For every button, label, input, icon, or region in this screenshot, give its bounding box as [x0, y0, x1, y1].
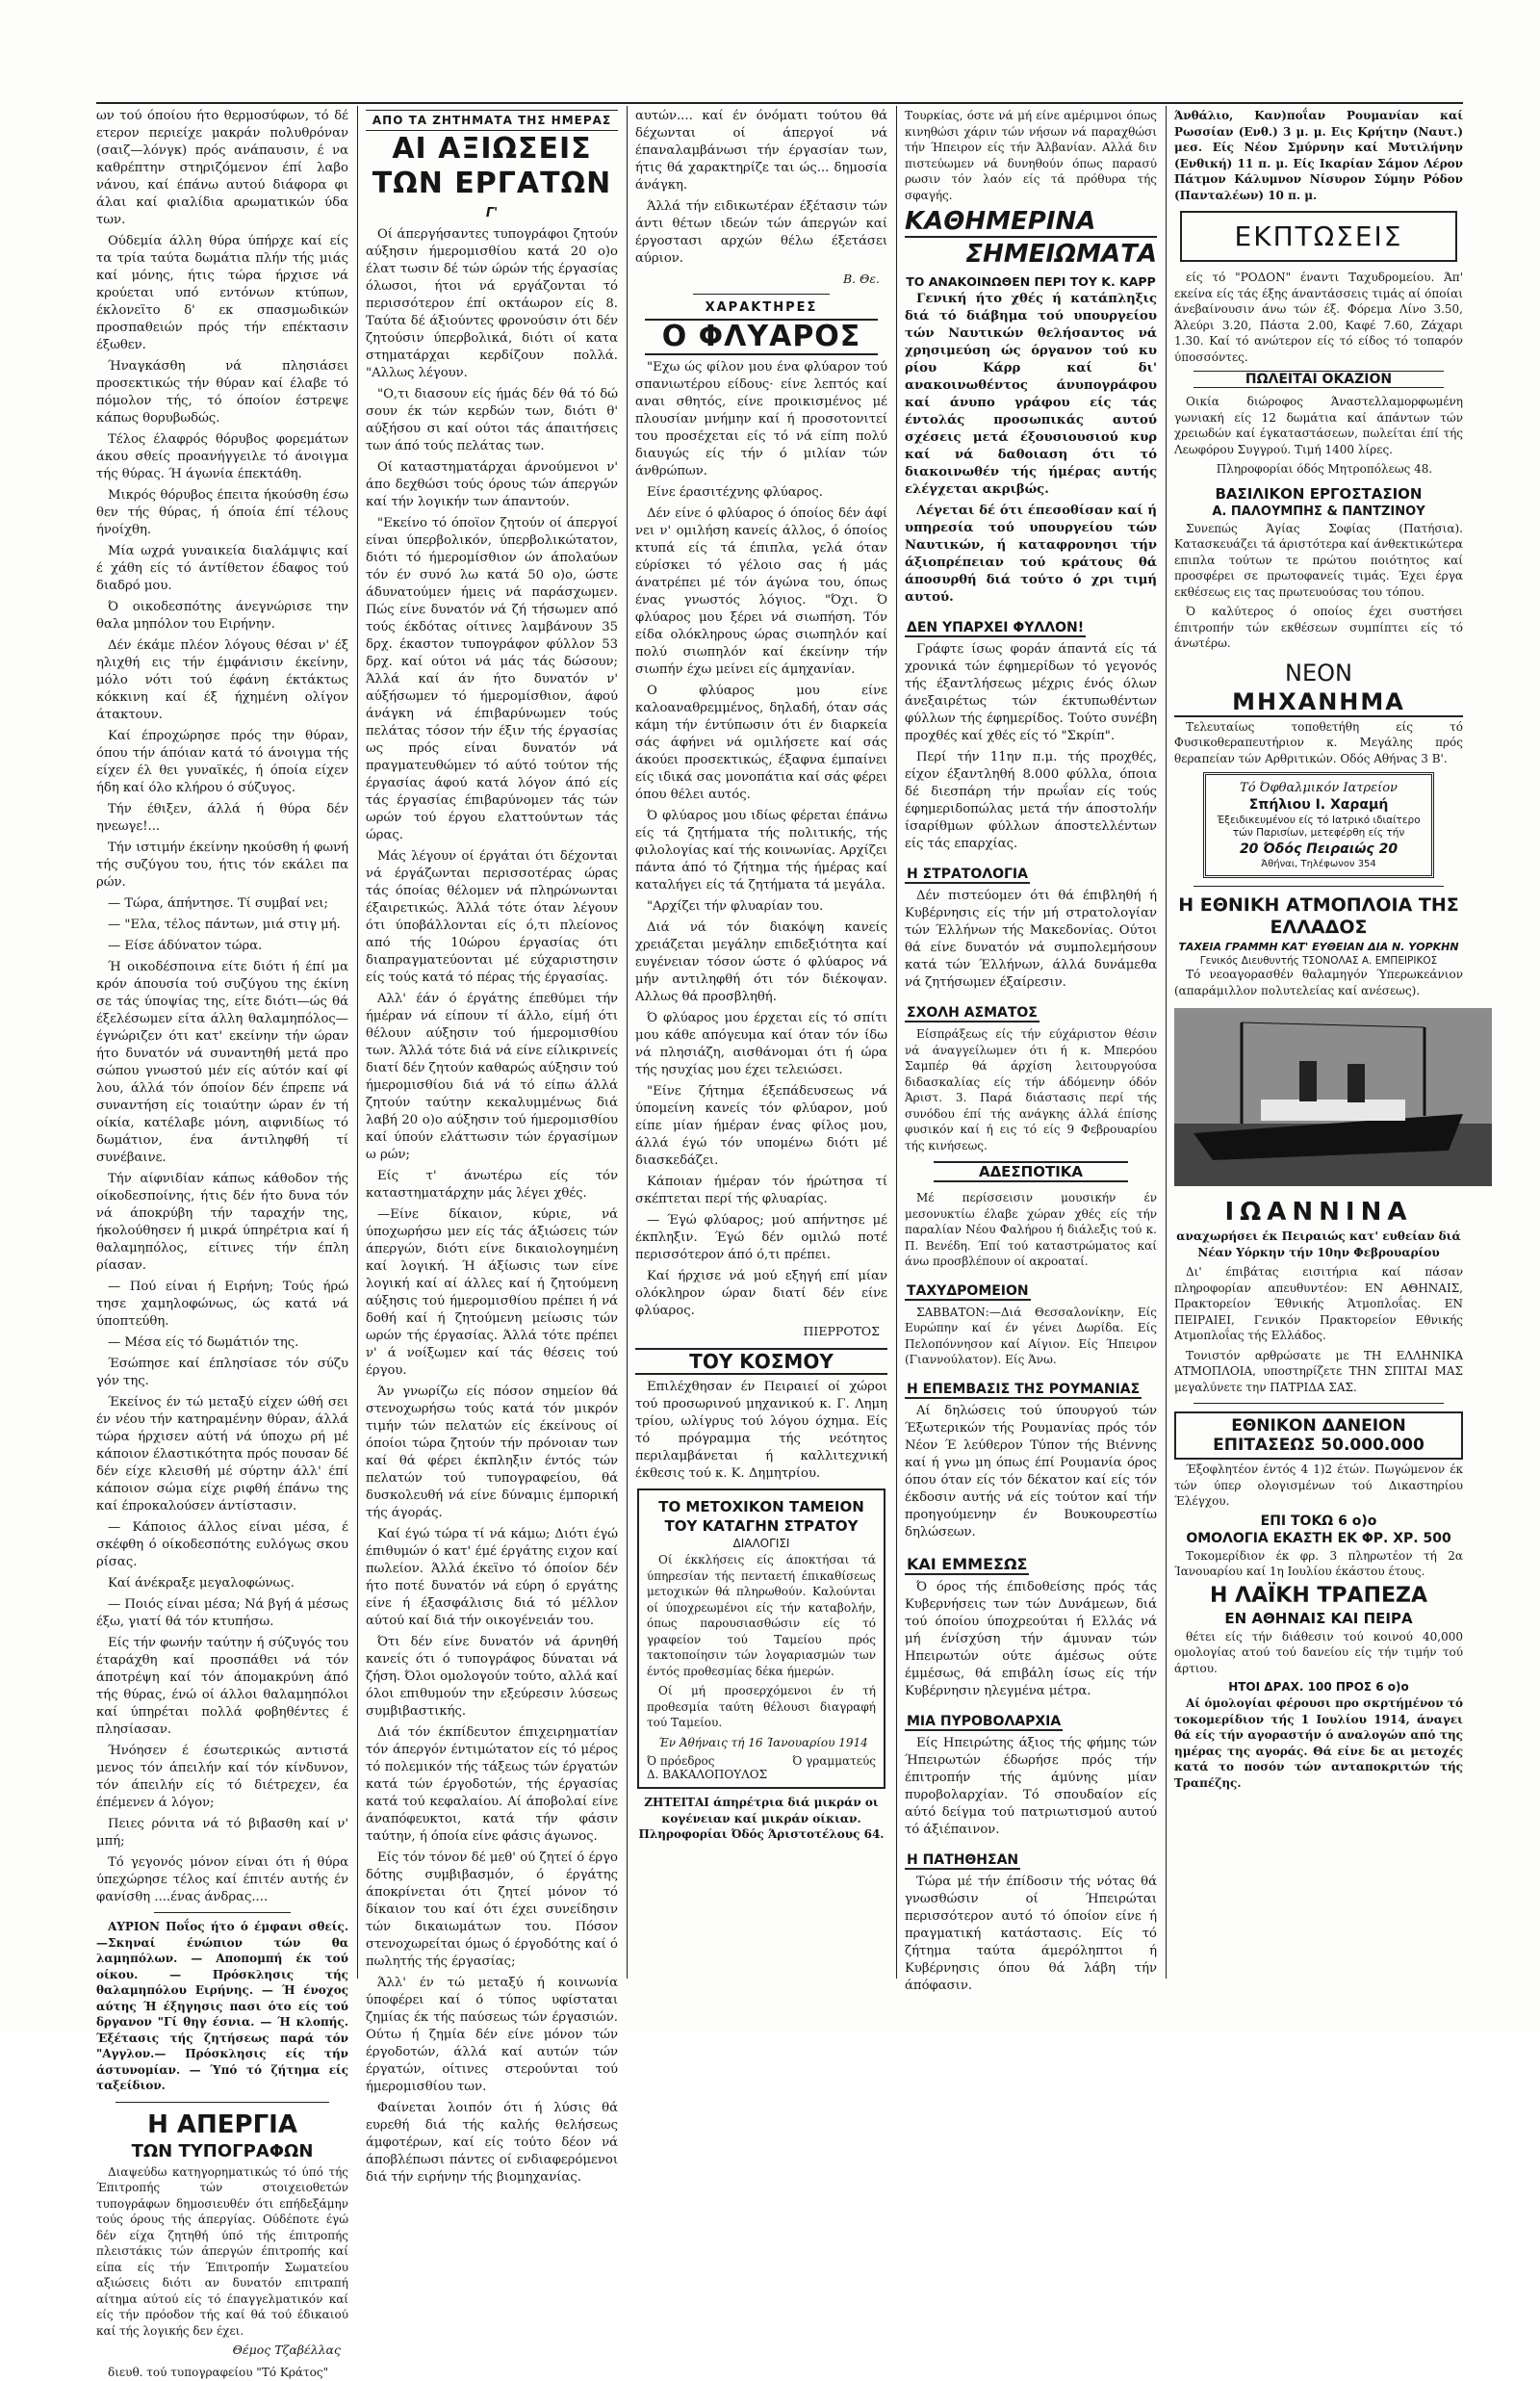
column-kicker: ΧΑΡΑΚΤΗΡΕΣ	[705, 300, 818, 315]
article-paragraph: —Είνε δίκαιον, κύριε, νά ύποχωρήσω μεν είς τάς άξιώσεις τών άπεργών, διότι είνε δικαιολογημένη καί λογική. Ή άξίωσις των είνε λογική καί αί άλλες καί ή ζητούμενη αύξησις τού ήμερομισθίου πρέπει ή νά δοθή καί ή ζητούμενη μείωσις τών ωρών τής έργασίας. Άλλά τότε πρέπει ν' ά νοίξωμεν καί τάς θέσεις τού έργου.	[366, 1207, 618, 1378]
news-paragraph: Δέν πιστεύομεν ότι θά έπιβληθή ή Κυβέρνησις είς τήν μή στρατολογίαν τών Έλλήνων τής Μακεδονίας. Ούτοι θά είνε δυνατόν νά συμπολεμήσουν κατά τών Έλλήνων, άλλά δυνάμεθα νά ζητήσωμεν έξαίρεσιν.	[905, 889, 1157, 990]
column-rule	[357, 106, 358, 1979]
ship-funnel	[1348, 1064, 1365, 1102]
serial-dialogue: — Πού είναι ή Ειρήνη; Τούς ήρώ τησε χαμηλοφώνως, ώς κατά νά ύποπτεύθη.	[96, 1280, 348, 1329]
ad-title: ΠΩΛΕΙΤΑΙ ΟΚΑΖΙΟΝ	[1194, 371, 1444, 388]
loan-title: ΕΘΝΙΚΟΝ ΔΑΝΕΙΟΝ ΕΠΙΤΑΣΕΩΣ 50.000.000	[1174, 1411, 1463, 1460]
news-paragraph: Λέγεται δέ ότι έπεσοθίσαν καί ή υπηρεσία τού υπουργείου τών Ναυτικών, ή καταφρονησι τήν άξιοπρέπειαν τού κράτους θά άποσυρθή διά τούτο ό χρι τιμή αυτού.	[905, 504, 1157, 605]
news-headline: ΜΙΑ ΠΥΡΟΒΟΛΑΡΧΙΑ	[907, 1713, 1062, 1729]
serial-paragraph: Τέλος έλαφρός θόρυβος φορεμάτων άκου σθείς προανήγγειλε τό άνοιγμα τής θύρας. Ή άγωνία έπεκτάθη.	[96, 432, 348, 481]
article-headline-1: ΑΙ ΑΞΙΩΣΕΙΣ	[392, 132, 592, 166]
news-headline: Η ΠΑΤΗΘΗΣΑΝ	[907, 1851, 1019, 1868]
article-headline-2: ΤΩΝ ΕΡΓΑΤΩΝ	[372, 167, 612, 200]
serial-dialogue: — Ποιός είναι μέσα; Νά βγή ά μέσως έξω, γιατί θά τόν κτυπήσω.	[96, 1597, 348, 1629]
news-headline: Η ΕΠΕΜΒΑΣΙΣ ΤΗΣ ΡΟΥΜΑΝΙΑΣ	[907, 1381, 1141, 1397]
serial-paragraph: Είς τήν φωνήν ταύτην ή σύζυγός του έταράχθη καί προσπάθει νά τόν άποτρέψη καί τόν άπομακρύνη άπό τής θύρας, ένώ οί άλλοι θαλαμηπόλοι καί ύπηρέται πολλά φοβηθέντες έ πλησίασαν.	[96, 1636, 348, 1737]
shipping-line-director: Γενικός Διευθυντής ΤΣΟΝΟΛΑΣ Α. ΕΜΠΕΙΡΙΚΟΣ	[1199, 955, 1438, 967]
news-paragraph: Αί δηλώσεις τού ύπουργού τών Έξωτερικών τής Ρουμανίας πρός τόν Νέον Έ λεύθερον Τύπον τής Βιέννης καί ή γνω μη όπως έπί Ρουμανία όρος όπου όταν είς τόν δέκατον καί είς τόν έκδοσιν αυτής νά είς τούτον καί τήν προηγούμενην έν Βουκουρεστίω δηλώσεων.	[905, 1403, 1157, 1540]
bank-location: ΕΝ ΑΘΗΝΑΙΣ ΚΑΙ ΠΕΙΡΑ	[1224, 1609, 1413, 1627]
loan-interest: ΕΠΙ ΤΟΚΩ 6 ο)ο	[1260, 1513, 1377, 1529]
serial-paragraph: Τήν ιστιμήν έκείνην ηκούσθη ή φωνή τής συζύγου του, ήτις τόν εκάλει πα ρών.	[96, 841, 348, 890]
serial-paragraph: Μία ωχρά γυναικεία διαλάμψις καί έ χάθη είς τό άντίθετον έδαφος τού διαδρό μου.	[96, 544, 348, 593]
ad-text: Έξειδικευμένου είς τό Ιατρικό ιδιαίτερο τών Παρισίων, μετεφέρθη είς τήν	[1217, 815, 1421, 839]
column-paragraph: Κάποιαν ήμέραν τόν ήρώτησα τί σκέπτεται περί τής φλυαρίας.	[635, 1175, 887, 1206]
section-masthead-2: ΣΗΜΕΙΩΜΑΤΑ	[965, 240, 1157, 269]
column-paragraph: Δέν είνε ό φλύαρος ό όποίος δέν άφί νει ν' ομιλήση κανείς άλλος, ό όποίος κτυπά είς τά έπιπλα, γελά όταν εύρίσκει τό γέλοιο σας ή μάς άνατρέπει μέ τόν άγώνα του, όπως ένας γνωστός λόγιος. "Όχι. Ό φλύαρος μου ξέρει νά σιωπήση. Τόν είδα ολόκληρους ώρας σιωπηλόν καί πολύ σιωπηλόν καί έκείνην τήν σιωπήν έχω μείνει είς άμηχανίαν.	[635, 506, 887, 677]
article-paragraph: Οί καταστηματάρχαι άρνούμενοι ν' άπο δεχθώσι τούς όρους τών άπεργών καί τήν λογικήν των άπαντούν.	[366, 460, 618, 509]
separator	[154, 1912, 291, 1913]
ad-text: Ό καλύτερος ό οποίος έχει συστήσει έπιτροπήν τών εκθέσεων συμπίπτει είς τό άνωτέρω.	[1174, 605, 1463, 650]
ad-text: Έξοφλητέον έντός 4 1)2 έτών. Πωγώμενον έκ τών ύπερ ολογισμένων τού Δικαστηρίου Έλέγχου.	[1174, 1462, 1463, 1508]
ad-text: θέτει είς τήν διάθεσιν τού κοινού 40,000 ομολογίας ατού τού δανείου είς τήν τιμήν τού άρτιου.	[1174, 1629, 1463, 1675]
ad-discounts	[1180, 211, 1457, 262]
column-paragraph: "Είνε ζήτημα έξεπάδευσεως νά ύπομείνη κανείς τόν φλύαρον, μού είπε μίαν ήμέραν ένας φίλος μου, άλλά έγώ τόν υπομένω διότι μέ διασκεδάζει.	[635, 1084, 887, 1168]
serial-paragraph: Τήν αίφνιδίαν κάπως κάθοδον τής οίκοδεσποίνης, ήτις δέν ήτο δυνα τόν νά άποκρύβη τήν ταραχήν της, ήκολούθησεν ή μικρά ύπηρέτρια καί ή θαλαμηπόλος, είτινες τήν έπλη ρίασαν.	[96, 1172, 348, 1273]
serial-paragraph: Καί έπροχώρησε πρός την θύραν, όπου τήν άπόιαν κατά τό άνοιγμα τής είχεν έλ θει γυναϊκές, ή όποία είχεν ήδη καί όλο κλήρου ό σύζυγος.	[96, 729, 348, 795]
ship-name: ΙΩΑΝΝΙΝΑ	[1224, 1198, 1413, 1227]
column-rule	[1166, 106, 1167, 1979]
news-headline: ΤΑΧΥΔΡΟΜΕΙΟΝ	[907, 1282, 1029, 1299]
news-paragraph: ΣΑΒΒΑΤΟΝ:—Διά Θεσσαλονίκην, Είς Ευρώπην καί έν γένει Δωρίδα. Είς Πελοπόννησον καί Αίγιον. Είς Ήπειρον (Γιαννούλατον). Είς Άνω.	[905, 1305, 1157, 1366]
column-rule	[896, 106, 897, 1979]
column-paragraph: Ό φλύαρος μου έρχεται είς τό σπίτι μου κάθε απόγευμα καί όταν τόν ίδω νά πλησιάζη, αισθάνομαι ότι ή ώρα τής ησυχίας μου έχει τελειώσει.	[635, 1011, 887, 1077]
strike-paragraph: Διαψεύδω κατηγορηματικώς τό ύπό τής Έπιτροπής τών στοιχειοθετών τυπογράφων δημοσιευθέν ότι επήδεξάμην τούς όρους τής άπεργίας. Ούδέποτε έγώ δέν είχα ζητηθή ύπό τής έπιτροπής πλειστάκις τών άπεργών έπιτροπής καί είπα είς τήν Έπιτροπήν Σωματείου αξιώσεις διότι αν δυνατόν επιτραπή αίτημα αύτού είς τό έπαγγελματικόν καί είς τήν πρόοδον τής καί θά τού έδικαιού καί τής λογικής δεν έχει.	[96, 2164, 348, 2338]
ad-text: Τελευταίως τοποθετήθη είς τό Φυσικοθεραπευτήριον κ. Μεγάλης πρός θεραπείαν τών Αρθριτικών. Οδός Αθήνας 3 Β'.	[1174, 719, 1463, 765]
ad-address: 20 Όδός Πειραιώς 20	[1239, 841, 1399, 857]
news-paragraph: Τώρα μέ τήν έπίδοσιν τής νότας θά γνωσθώσιν οί Ήπειρώται περισσότερον αυτό τό όποίον είνε ή πραγματική κατάστασις. Είς τό ζήτημα ταύτα άμερόληπτοι ή Κυβέρνησις όπου θά λάβη τήν άπόφασιν.	[905, 1874, 1157, 1993]
ad-text: Δι' έπιβάτας εισιτήρια καί πάσαν πληροφορίαν απευθυντέον: ΕΝ ΑΘΗΝΑΙΣ, Πρακτορείον Έθνικής Άτμοπλοΐας. ΕΝ ΠΕΙΡΑΙΕΙ, Γενικόν Πρακτορείον Εθνικής Ατμοπλοΐας τής Ελλάδος.	[1174, 1265, 1463, 1342]
notice-title-2: ΤΟΥ ΚΑΤΑΓΗΝ ΣΤΡΑΤΟΥ	[664, 1517, 859, 1535]
news-paragraph: Μέ περίσσεισιν μουσικήν έν μεσονυκτίω έλαβε χώραν χθές είς τήν παραλίαν Νέου Φαλήρου ή διάλεξις τού κ. Π. Βενέδη. Έπί τού καταστρώματος καί άνω προσβλέπουν οί ακροαταί.	[905, 1191, 1157, 1268]
ad-text: αναχωρήσει έκ Πειραιώς κατ' ευθείαν διά Νέαν Υόρκην τήν 10ην Φεβρουαρίου	[1176, 1229, 1461, 1259]
article-paragraph: Οί άπεργήσαντες τυπογράφοι ζητούν αύξησιν ήμερομισθίου κατά 20 ο)ο έλατ τωσιν δέ τών ώρών τής έργασίας όλωσοι, ήτοι νά εργάζονται τό περισσότερον έπί οκτάωρον είς 8. Ταύτα δέ άξιούντες φρονούσιν ότι δέν ζητούσιν ύπερβολικά, διότι οί κατα στηματάρχαι κερδίζουν πολλά. "Αλλως λέγουν.	[366, 227, 618, 380]
ad-text: Οικία διώροφος Άναστελλαμορφωμένη γωνιακή είς 12 δωμάτια καί άπάντων τών χρειωδών καί έγκαταστάσεων, πωλείται έπί τής Λεωφόρου Συγγρού. Τιμή 1400 λίρες.	[1174, 395, 1463, 456]
notice-paragraph: Οί μή προσερχόμενοι έν τή προθεσμία ταύτη θέλουσι διαγραφή τού Ταμείου.	[647, 1684, 876, 1729]
ship-superstructure	[1261, 1100, 1405, 1121]
column-headline: Ο ΦΛΥΑΡΟΣ	[645, 319, 878, 355]
column-paragraph: Διά νά τόν διακόψη κανείς χρειάζεται μεγάλην επιδεξιότητα καί ευγένειαν τόσον ώστε ό φλύαρος νά μήν αντιληφθή ότι τόν διέκοψαν. Αλλως θά προσβληθή.	[635, 920, 887, 1004]
news-headline: ΤΟ ΑΝΑΚΟΙΝΩΘΕΝ ΠΕΡΙ ΤΟΥ Κ. ΚΑΡΡ	[906, 274, 1156, 289]
serial-paragraph: Ήνόησεν έ έσωτερικώς αντιστά μενος τόν άπειλήν καί τόν κίνδυνον, τόν άπειλήν είς τό διέτρεχεν, έα έπέμενεν ά λόγον;	[96, 1744, 348, 1810]
separator	[1194, 1403, 1444, 1404]
serial-paragraph: Ούδεμία άλλη θύρα ύπήρχε καί είς τα τρία ταύτα δωμάτια πλήν τής μιάς καί μόνης, ήτις τώρα ήρχισε νά κρούεται υπό εντόνων κτύπων, έκλονεϊτο δ' εκ σπασμωδικών προσπαθειών πρός τήν επέκτασιν έξωθεν.	[96, 234, 348, 352]
article-paragraph: Αλλ' έάν ό έργάτης έπεθύμει τήν ήμέραν νά είπουν τί άλλο, είμή ότι θέλουν αύξησιν τού ήμερομισθίου των. Άλλά τότε διά νά είνε είλικρινείς διατί δέν ζητούν καθαρώς αύξησιν τού ήμερομισθίου διά νά τό είπω άλλά ζητούν ταύτην κεκαλυμμένως διά λαβή 20 ο)ο αύξησιν τού ήμερομισθίου καί ύπούν ελάττωσιν τών έργασίμων ω ρών;	[366, 992, 618, 1162]
article-paragraph: Άν γνωρίζω είς πόσον σημείον θά στενοχωρήσω τούς κατά τόν μικρόν τιμήν τών πελατών είς έκείνους οί όποίοι τώρα ζητούν τήν πρόνοιαν των καί θά φέρει έκπληξιν έντός τών πελατών τού τυπογραφείου, θά δυσκολευθή νά είνε δύναμις έμπορική τής άγοράς.	[366, 1385, 618, 1520]
strike-headline: Η ΑΠΕΡΓΙΑ	[147, 2109, 297, 2139]
serial-dialogue: — Τώρα, άπήντησε. Τί συμβαί νει;	[108, 896, 328, 911]
article-paragraph: "Ο,τι διασουν είς ήμάς δέν θά τό δώ σουν έκ τών κερδών των, διότι θ' αύξήσου σι καί ούτοι τάς άπαιτήσεις των άπό τούς πελάτας των.	[366, 387, 618, 453]
strike-signature-sub: διευθ. τού τυπογραφείου "Τό Κράτος"	[108, 2366, 329, 2379]
ad-text: Τοκομερίδιον έκ φρ. 3 πληρωτέον τή 2α Ίανουαρίου καί 1η Ιουλίου έκάστου έτους.	[1174, 1548, 1463, 1578]
serial-paragraph: Πειες ρόνιτα νά τό βιβασθη καί ν' μπή;	[96, 1817, 348, 1849]
notice-subtitle: ΔΙΑΛΟΓΙΣΙ	[732, 1537, 790, 1550]
news-headline: ΑΔΕΣΠΟΤΙΚΑ	[934, 1161, 1128, 1182]
ad-text: Τό νεοαγορασθέν θαλαμηγόν Ύπερωκεάνιον (απαράμιλλον πολυτελείας καί ανέσεως).	[1174, 968, 1463, 997]
news-paragraph: Περί τήν 11ην π.μ. τής προχθές, είχον έξαντληθή 8.000 φύλλα, όποια δέ διεσπάρη τήν πρωΐαν είς τούς έφημεριδοπώλας μετά τήν άποστολήν ίσαρίθμων φύλλων άποστελλέντων είς τάς επαρχίας.	[905, 750, 1157, 851]
ad-eye-clinic	[1203, 772, 1434, 878]
article-paragraph: Μάς λέγουν οί έργάται ότι δέχονται νά έργάζωνται περισσοτέρας ώρας τάς όποίας θέλομεν νά πληρώνωνται έξαιρετικώς. Άλλά τότε όταν λέγουν ότι ύποβάλλονται είς ό,τι πλείονος από τής 10ώρου έργασίας ότι διαπραγματεύονται μέ εύχαριστησιν είς τούς κατά τό πέρας τής έργασίας.	[366, 849, 618, 985]
column-paragraph: — Έγώ φλύαρος; μού απήντησε μέ έκπληξιν. Έγώ δέν ομιλώ ποτέ περισσότερον άπό ό,τι πρέπει.	[635, 1213, 887, 1262]
serial-paragraph: Ό οικοδεσπότης άνεγνώρισε την θαλα μηπόλον του Ειρήνην.	[96, 600, 348, 632]
ad-title: ΒΑΣΙΛΙΚΟΝ ΕΡΓΟΣΤΑΣΙΟΝ	[1215, 484, 1423, 503]
ad-text: Αί όμολογίαι φέρουσι προ σκρτήμένον τό τοκομερίδιον τής 1 Ιουλίου 1914, άναγει θά είς τήν αγοραστήν ό αναλογών από της ημέρας της αγοράς. Θά είνε δε αι μετοχές κατά το ποσόν τών ανταποκριτών τής Τραπέζης.	[1174, 1696, 1463, 1790]
news-paragraph: Τουρκίας, όστε νά μή είνε αμέριμνοι όπως κινηθώσι χάριν τών νήσων νά παραχθώσι τήν Ήπειρον είς τήν Άλβανίαν. Αλλά διν πιστεύωμεν νά δυνηθούν όπως παρασύ ρωσιν τόν λαόν είς τά πρόθυρα τής σφαγής.	[905, 109, 1157, 202]
classified-ad: ΖΗΤΕΙΤΑΙ άπηρέτρια διά μικράν οι κογένειαν καί μικράν οίκιαν. Πληροφορίαι Όδός Άριστοτέλους 64.	[638, 1796, 885, 1841]
serial-dialogue: — Κάποιος άλλος είναι μέσα, έ σκέφθη ό οίκοδεσπότης ευλόγως σκου ρίσας.	[96, 1520, 348, 1569]
serial-paragraph: Ήναγκάσθη νά πλησιάσει προσεκτικώς τήν θύραν καί έλαβε τό πόμολον τής, τό όποίον έστρεψε κάπως θορυβωδώς.	[96, 359, 348, 426]
serial-paragraph: Μικρός θόρυβος έπειτα ήκούσθη έσω θεν τής θύρας, ή όποία έπί τέλους ήνοίχθη.	[96, 488, 348, 537]
next-episode-notice: ΑΥΡΙΟΝ Ποΐος ήτο ό έμφανι σθείς.—Σκηναί ένώπιον τών θα λαμηπόλων. — Αποπομπή έκ τού οίκου. — Πρόσκλησις τής θαλαμηπόλου Ειρήνης. — Ή ένοχος αύτης Ή έξηγησις πασι ότο είς τού δργανον "Γί θηγ έσνια. — Ή κλοπής. Έξέτασις τής ζητήσεως παρά τόν "Αγγλον.— Πρόσκλησις είς τήν άστυνομίαν. — Ύπό τό ζήτημα είς ταξείδιον.	[96, 1920, 348, 2092]
news-headline: ΚΑΙ ΕΜΜΕΣΩΣ	[907, 1554, 1028, 1573]
serial-paragraph: Έκείνος έν τώ μεταξύ είχεν ώθή σει έν νέου τήν κατηραμένην θύραν, άλλά τώρα ήρχισεν αύτή νά ύποχω ρή μέ κάποιον έλαστικότητα πρός πουσαν δέ δέν είχε κλεισθή μέ σύρτην άλλ' έπί κάποιον σώμα είχε ριφθή έπάνω της καί έπροκαλούσεν άντίστασιν.	[96, 1395, 348, 1514]
loan-bond: ΟΜΟΛΟΓΙΑ ΕΚΑΣΤΗ ΕΚ ΦΡ. ΧΡ. 500	[1186, 1530, 1451, 1546]
column-paragraph: Καί ήρχισε νά μού εξηγή επί μίαν ολόκληρον ώραν διατί δέν είνε φλύαρος.	[635, 1269, 887, 1318]
column-paragraph: Ό φλύαρος μου ιδίως φέρεται έπάνω είς τά ζητήματα τής πολιτικής, τής φιλολογίας καί τής κοινωνίας. Αρχίζει πάντα άπό τό ζήτημα τής ήμέρας καί καταλήγει είς τά ζητήματα τά μεγάλα.	[635, 809, 887, 893]
article-paragraph: Φαίνεται λοιπόν ότι ή λύσις θά ευρεθή διά τής καλής θελήσεως άμφοτέρων, καί είς τούτο δέον νά άποβλέπωσι πάντες οί ενδιαφερόμενοι διά τήν ειρήνην τής βιομηχανίας.	[366, 2101, 618, 2185]
notice-sign-president: Ό πρόεδρος Δ. ΒΑΚΑΛΟΠΟΥΛΟΣ	[647, 1754, 768, 1781]
article-paragraph: "Εκείνο τό όποϊον ζητούν οί άπεργοί είναι ύπερβολικόν, ύπερβολικώτατον, διότι τό ήμερομίσθιον ών άπολαύων τόν έν συνό λω κατά 50 ο)ο, ώστε άδυνατούμεν ήμεις νά παράσχωμεν. Πώς είνε δυνατόν νά ζή τήσωμεν από τούς έκδότας οίτινες λαμβάνουν 35 δρχ. έκαστον τυπογράφον φύλλον 53 δρχ. καί ούτοι νά μάς τάς δώσουν; Άλλά καί άν ήτο δυνατόν ν' αύξήσωμεν τό ήμερομίσθιον, άφού άνάγκη νά έπιβαρύνωμεν τούς πελάτας τόσον τήν έξιν τής έργασίας ως πρός είναι δυνατόν νά πραγματευθώμεν τό αύτό τούτον τής έργασίας άφού κατά λόγον άπό είς τάς έργασίας έπιβαρύνομεν τάς τών ωρών τού έργου ελαττούντων τάς ώρας.	[366, 516, 618, 842]
column-paragraph: "Αρχίζει τήν φλυαρίαν του.	[647, 899, 824, 914]
ad-doctor: Σπήλιου Ι. Χαραμή	[1248, 797, 1389, 813]
serial-paragraph: Τό γεγονός μόνον είναι ότι ή θύρα ύπεχώρησε τέλος καί έπιτέν αυτής έν φανίσθη ....ένας άνδρας....	[96, 1855, 348, 1904]
serial-paragraph: ων τού όποίου ήτο θερμοσύφων, τό δέ ετερον περιείχε μακράν πολυθρόναν (σαιζ—λόνγκ) πρός ανάπαυσιν, έ να καθρέπτην στηριζόμενον έπί λαβο νάνου, καί έπάνω αυτού διάφορα φι άλαι καί φιαλίδια αρωματικών ύδα των.	[96, 109, 348, 227]
article-paragraph: Άλλ' έν τώ μεταξύ ή κοινωνία ύποφέρει καί ό τύπος υφίσταται ζημίας έκ τής παύσεως τών έργασιών. Ούτω ή ζημία δέν είνε μόνον τών έργοδοτών, άλλά καί αυτών τών έργατών, οίτινες στερούνται τού ήμερομισθίου των.	[366, 1976, 618, 2094]
serial-dialogue: — Μέσα είς τό δωμάτιόν της.	[108, 1335, 299, 1350]
news-paragraph: Γράφτε ίσως φοράν άπαντά είς τά χρονικά τών έφημερίδων τό γεγονός τής έξαντλήσεως μέχρις ένός όλων άνεξαιρέτως τών έκτυπωθέντων φύλλων τής έφημερίδος. Τούτο συνέβη προχθές καί χθές είς τό "Σκρίπ".	[905, 642, 1157, 743]
steamship-illustration	[1174, 1008, 1492, 1186]
news-paragraph: Γενική ήτο χθές ή κατάπληξις διά τό διάβημα τού υπουργείου τών Ναυτικών θελήσαντος νά χρησιμεύση ώς όργανον τού κυ ρίου Κάρρ καί δι' ανακοινωθέντος άνυπογράφου καί άνυπο γράφου είς τάς έντολάς προσωπικάς αυτού σχέσεις μετά έξουσιουσιού κυρ καί νά δαθοιαση ότι τό διακοινωθέν τής ήμέρας αυτής ελέγχεται ακριβώς.	[905, 292, 1157, 497]
article-paragraph: Άλλά τήν ειδικωτέραν έξέτασιν τών άντι θέτων ιδεών τών άπεργών καί έργοστασι αρχών θέλω έξετάσει αύριον.	[635, 199, 887, 266]
ad-text: Πληροφορίαι όδός Μητροπόλεως 48.	[1216, 462, 1433, 476]
notice-paragraph: Οί έκκλήσεις είς άποκτήσαι τά ύπηρεσίαν τής πενταετή έπικαθίσεως μετοχικών θά πληρωθούν. Καλούνται οί ύποχρεωμένοι είς τήν καταβολήν, όπως παρουσιασθώσιν είς τό γραφείον τού Ταμείου πρός τακτοποίησιν τών λογαριασμών των έντός προθεσμίας δέκα ήμερών.	[647, 1553, 876, 1678]
shipping-schedule: Άνθάλιο, Καν)ποΐαν Ρουμανίαν καί Ρωσσίαν (Ενθ.) 3 μ. μ. Εις Κρήτην (Ναυτ.) μεσ. Είς Νέον Σμύρνην καί Μυτιλήνην (Ενθική) 11 π. μ. Είς Ικαρίαν Σάμον Λέρον Πάτμον Κάλυμνον Νίσυρον Σύμην Ρόδον (Πανταλέων) 10 π. μ.	[1174, 109, 1463, 202]
serial-paragraph: Καί άνέκραξε μεγαλοφώνως.	[108, 1576, 295, 1591]
serial-paragraph: Δέν έκάμε πλέον λόγους θέσαι ν' έξ ηλιχθή εις τήν έμφάνισιν έκείνην, μόλο νότι τού έφάνη έκτάκτως κόκκινη καί έξ ήχημένη ολίγον άτακτουν.	[96, 638, 348, 722]
column-5-ads	[1174, 108, 1463, 1971]
serial-paragraph: Έσώπησε καί έπλησίασε τόν σύζυ γόν της.	[96, 1357, 348, 1388]
column-rule	[627, 106, 628, 1979]
article-paragraph: αυτών.... καί έν όνόματι τούτου θά δέχωνται οί άπεργοί νά έπαναλαμβάνωσι τήν έργασίαν των, ήτις θά χαρακτηρίζε ται ώς... δημοσία άνάγκη.	[635, 109, 887, 193]
top-rule	[96, 102, 1463, 104]
bank-price: ΗΤΟΙ ΔΡΑΧ. 100 ΠΡΟΣ 6 ο)ο	[1228, 1680, 1409, 1694]
shipping-line-title: Η ΕΘΝΙΚΗ ΑΤΜΟΠΛΟΙΑ ΤΗΣ ΕΛΛΑΔΟΣ	[1178, 894, 1459, 938]
notice-signatures	[647, 1754, 876, 1781]
column-paragraph: "Εχω ώς φίλον μου ένα φλύαρον τού σπανιωτέρου είδους· είνε λεπτός καί αναι σθητός, είνε προικισμένος μέ πλουσίαν μνήμην καί ή προσοτονιτεί του προσέχεται είς τό νά είπη πολύ διαυγώς είς τήν ό μιλίαν τών άνθρώπων.	[635, 360, 887, 479]
column-paragraph: Ο φλύαρος μου είνε καλοαναθρεμμένος, δηλαδή, όταν σάς κάμη τήν έντύπωσιν ότι έν διαρκεία σάς άφήνει νά ομιλήσετε καί σάς άκούει προσεκτικώς, έξαφνα έμπαίνει είς ιδικά σας μονοπάτια καί σάς φέρει όπου θέλει αυτός.	[635, 684, 887, 802]
separator	[693, 294, 830, 295]
ad-subtitle: Α. ΠΑΛΟΥΜΠΗΣ & ΠΑΝΤΖΙΝΟΥ	[1212, 504, 1425, 519]
notice-date: Έν Άθήναις τή 16 Ίανουαρίου 1914	[658, 1735, 868, 1749]
article-part: Γ'	[485, 206, 499, 220]
separator	[116, 2102, 329, 2103]
column-3	[635, 108, 887, 1971]
article-paragraph: Διά τόν έκπίδευτον έπιχειρηματίαν τόν άπεργόν έντιμώτατον είς τό μέρος τό πολεμικόν τής τάξεως τών έργατών κατά τών έργοδοτών, τής έργασίας κατά τού κεφαλαίου. Αί άποβολαί είνε άναπόφευκτοι, κατά τήν φάσιν ταύτην, ή όποία είνε φάσις άγωνος.	[366, 1725, 618, 1844]
news-paragraph: Είσπράξεως είς τήν εύχάριστον θέσιν νά άναγγείλωμεν ότι ή κ. Μπερόου Σαμπέρ θά άρχίση λειτουργούσα διδασκαλίας είς τήν άδόμενην όδόν Άριστ. 3. Παρά διάστασις περί τής συνόδου έπί τής ανάγκης άλλά έπίσης φυσικόν καί ή εις τό είς 9 Φεβρουαρίου τής κινήσεως.	[905, 1027, 1157, 1152]
article-paragraph: Είς τόν τόνον δέ μεθ' ού ζητεί ό έργο δότης συμβιβασμόν, ό έργάτης άποκρίνεται ότι ζητεί μόνον τό δίκαιον του καί ότι έχει συνείδησιν τών δικαιωμάτων του. Πόσον στενοχωρείται όμως ό έργοδότης καί ό πωλητής τής έργασίας;	[366, 1850, 618, 1969]
ad-title: ΜΗΧΑΝΗΜΑ	[1174, 688, 1463, 717]
article-signature: Β. Θε.	[842, 272, 880, 286]
news-headline: ΣΧΟΛΗ ΑΣΜΑΤΟΣ	[907, 1005, 1038, 1021]
section-headline: ΤΟΥ ΚΟΣΜΟΥ	[635, 1348, 887, 1375]
serial-paragraph: Τήν έθιξεν, άλλά ή θύρα δέν ηνεωγε!...	[96, 802, 348, 834]
news-headline: Η ΣΤΡΑΤΟΛΟΓΙΑ	[907, 867, 1028, 882]
strike-subheadline: ΤΩΝ ΤΥΠΟΓΡΑΦΩΝ	[131, 2140, 314, 2161]
ad-text: Συνεπώς Άγίας Σοφίας (Πατήσια). Κατασκευάζει τά άριστότερα καί άνθεκτικώτερα επιπλα τούτων τε πρώτου ποιότητος καί προσφέρει σε πρωτοφανείς τιμάς. Έχει έργα εκθέσεως εις τας πρωτευούσας του τόπου.	[1174, 521, 1463, 599]
shipping-line-subtitle: ΤΑΧΕΙΑ ΓΡΑΜΜΗ ΚΑΤ' ΕΥΘΕΙΑΝ ΔΙΑ Ν. ΥΟΡΚΗΝ	[1178, 941, 1459, 953]
article-paragraph: Είς τ' άνωτέρω είς τόν καταστηματάρχην μάς λέγει χθές.	[366, 1169, 618, 1201]
notice-title-1: ΤΟ ΜΕΤΟΧΙΚΟΝ ΤΑΜΕΙΟΝ	[658, 1498, 864, 1515]
news-paragraph: Ό όρος τής έπιδοθείσης πρός τάς Κυβερνήσεις των τών Δυνάμεων, διά τού όποίου ύποχρεούται ή Ελλάς νά μή ένίσχύση τήν άμυναν τών Ηπειρωτών ούτε άμέσως ούτε έμμέσως, θά επιβάλη ίσως είς τήν Κυβέρνησιν ηλεγμένα μέτρα.	[905, 1579, 1157, 1698]
column-signature: ΠΙΕΡΡΟΤΟΣ	[803, 1324, 880, 1338]
notice-sign-secretary: Ό γραμματεύς	[792, 1754, 876, 1768]
column-paragraph: Είνε έρασιτέχνης φλύαρος.	[647, 485, 823, 500]
ad-text: είς τό "ΡΟΔΟΝ" έναντι Ταχυδρομείου. Άπ' εκείνα είς τάς έξης άναντάσσεις τιμάς αί όποίαι άνεβαίνουσιν άνω τών έξ. Φόρεμα Λίνο 3.50, Άλεύρι 3.20, Πάστα 2.00, Καφέ 7.60, Ζάχαρι 1.30. Καί τό ανώτερον είς τό είδος τό τοπαρόν ύποσσόντες.	[1174, 271, 1463, 364]
ship-funnel	[1299, 1061, 1317, 1101]
strike-signature: Θέμος Τζαβέλλας	[232, 2342, 341, 2357]
news-paragraph: Επιλέχθησαν έν Πειραιεί οί χώροι τού προσωρινού μηχανικού κ. Γ. Λημη τρίου, ωλίγρυς τού λόγου όχημα. Είς τό πρόγραμμα τής νεότητος περιλαμβάνεται ή καλλιτεχνική έκθεσις τού κ. Κ. Δημητρίου.	[635, 1380, 887, 1481]
article-paragraph: Ότι δέν είνε δυνατόν νά άρνηθή κανείς ότι ό τυπογράφος δύναται νά ζήση. Όλοι ομολογούν τούτο, αλλά καί όλοι επιθυμούν την εξεύρεσιν λύσεως συμβιβαστικής.	[366, 1635, 618, 1719]
bank-name: Η ΛΑΪΚΗ ΤΡΑΠΕΖΑ	[1209, 1583, 1427, 1608]
notice-box	[637, 1488, 886, 1789]
ad-phone: Άθήναι, Τηλέφωνον 354	[1261, 859, 1376, 869]
news-paragraph: Είς Ηπειρώτης άξιος τής φήμης τών Ήπειρωτών έδωρήσε πρός τήν έπιτροπήν τής άμύνης μίαν πυροβολαρχίαν. Τό σπουδαίον είς αύτό δείγμα τού πατριωτισμού αυτού τό άξιέπαινον.	[905, 1735, 1157, 1837]
serial-dialogue: — "Ελα, τέλος πάντων, μιά στιγ μή.	[108, 918, 341, 932]
news-headline: ΔΕΝ ΥΠΑΡΧΕΙ ΦΥΛΛΟΝ!	[907, 620, 1085, 635]
serial-dialogue: — Είσε άδύνατον τώρα.	[108, 939, 263, 953]
ad-title: Τό Όφθαλμικόν Ιατρείον	[1240, 781, 1398, 795]
article-paragraph: Καί έγώ τώρα τί νά κάμω; Διότι έγώ έπιθυμών ό κατ' έμέ έργάτης ειχον καί πωλείον. Άλλά έκεϊνο τό όποίον δέν ήτο ποτέ δυνατόν νά εύρη ό εργάτης είνε ή έξασφάλισις διά τό μέλλον αύτού καί διά τήν οικογένειάν του.	[366, 1527, 618, 1628]
ad-text: Τονιστόν αρθρώσατε με ΤΗ ΕΛΛΗΝΙΚΑ ΑΤΜΟΠΛΟΙΑ, υποστηρίζετε ΤΗΝ ΣΠΙΤΑΙ ΜΑΣ μεγαλύνετε την ΠΑΤΡΙΔΑ ΣΑΣ.	[1174, 1348, 1463, 1394]
serial-paragraph: Ή οικοδέσποινα είτε διότι ή έπί μα κρόν άπουσία τού συζύγου της έκίνη σε τάς ύποψίας της, είτε διότι—ώς θά έξελέσωμεν είτα άλλη θαλαμηπόλος—έγνώριζεν ότι κατ' εκείνην τήν ώραν ήτο δυνατόν νά συναντηθή μετά προ σώπου γνωστού μέν είς αύτόν καί φί λου, άλλά τόν όποίον δέν έπρεπε νά συναντήση είς τοιαύτην ώραν έν τή οίκία, κατέλαβε μόνη, αιφνιδίως τό δωμάτιον, ένα άντιληφθή τί συνέβαινε.	[96, 960, 348, 1165]
column-2	[366, 108, 618, 2185]
section-masthead-1: ΚΑΘΗΜΕΡΙΝΑ	[905, 207, 1157, 238]
column-4	[905, 108, 1157, 1993]
ad-title: ΕΚΠΤΩΣΕΙΣ	[1234, 220, 1403, 252]
column-1	[96, 108, 348, 2379]
separator	[1194, 886, 1444, 887]
ad-title: ΝΕΟΝ	[1285, 659, 1352, 686]
article-kicker: ΑΠΟ ΤΑ ΖΗΤΗΜΑΤΑ ΤΗΣ ΗΜΕΡΑΣ	[366, 110, 618, 131]
